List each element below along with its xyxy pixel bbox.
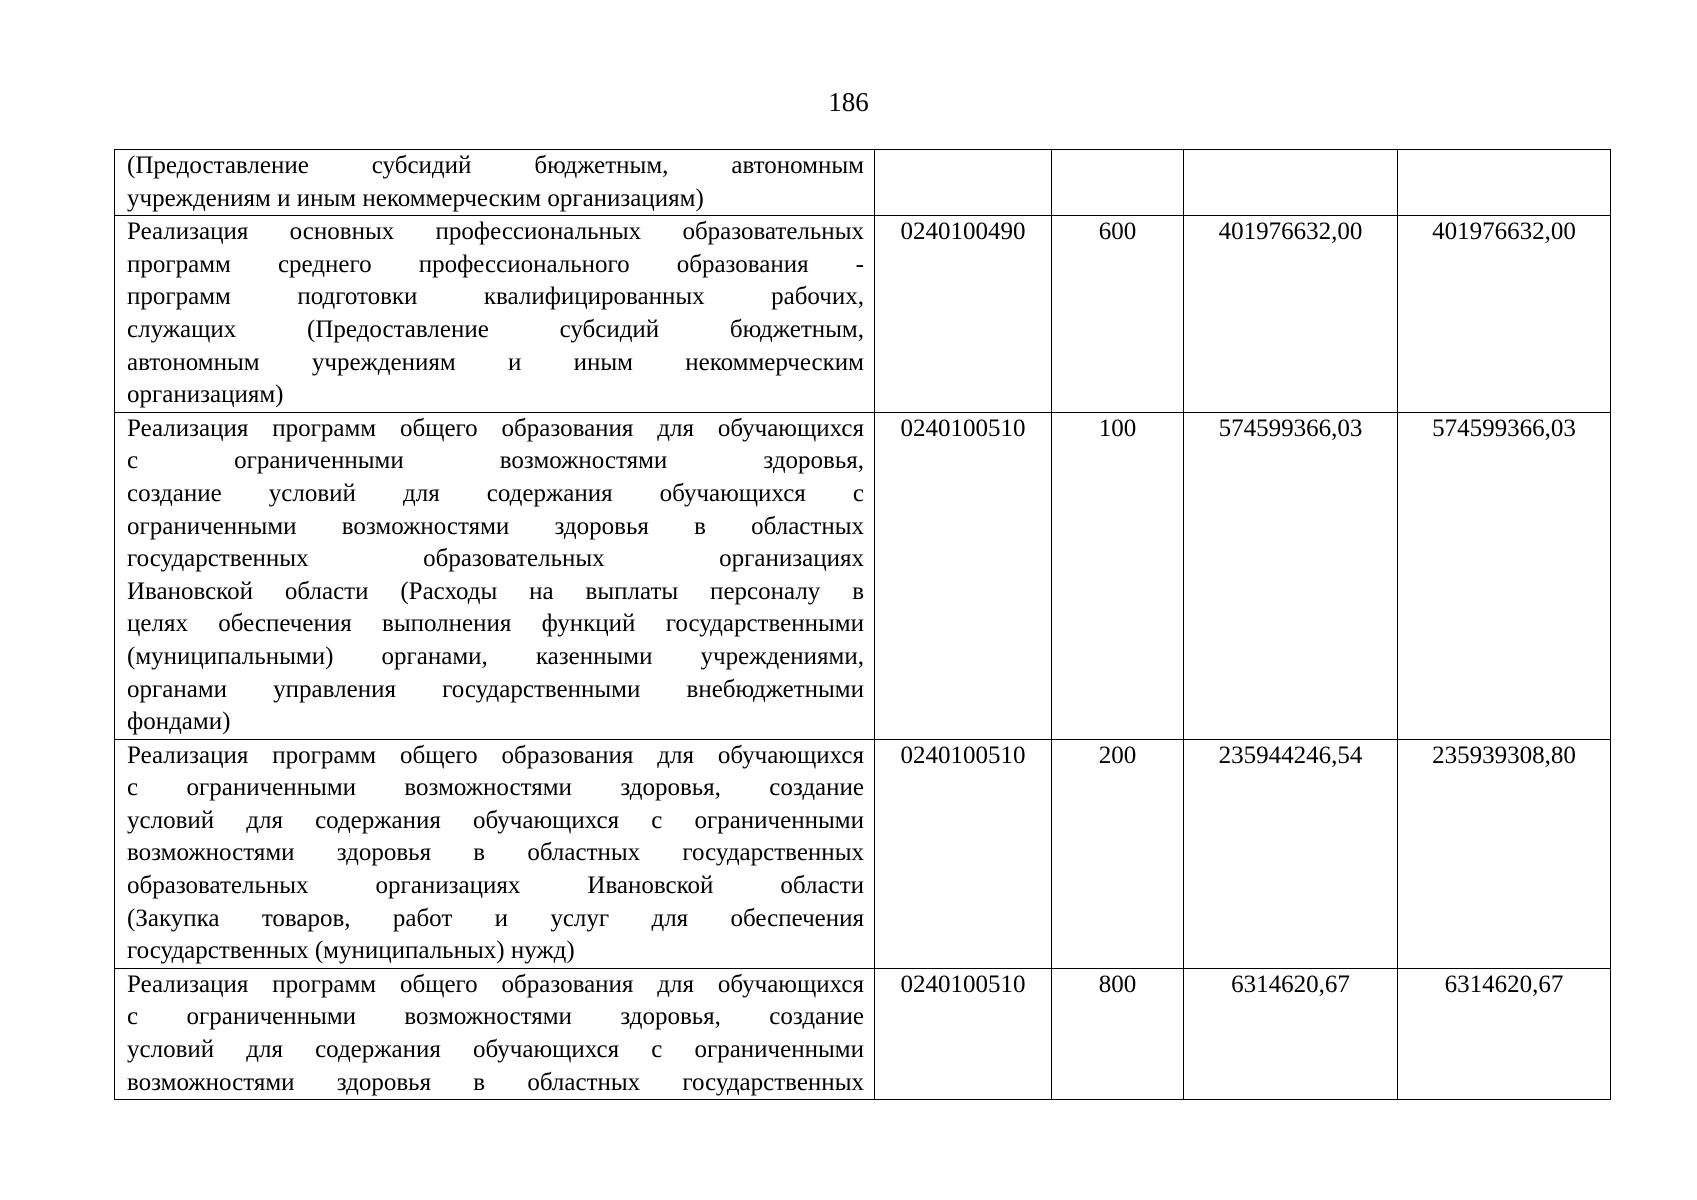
expense-name-line: (Закупка товаров, работ и услуг для обеспечения <box>127 904 864 932</box>
table-row <box>115 739 1611 968</box>
target-article-code-cell: 0240100510 <box>875 739 1052 968</box>
expense-name-line: условий для содержания обучающихся с ограниченными <box>127 806 864 834</box>
expense-name-line: программ среднего профессионального образования - <box>127 250 864 278</box>
page-number: 186 <box>828 87 869 117</box>
table-row <box>115 216 1611 413</box>
expense-name-line: Реализация основных профессиональных образовательных <box>127 218 864 246</box>
expense-name-line: организациям) <box>127 381 284 409</box>
expense-name-line: Ивановской области (Расходы на выплаты персоналу в <box>127 577 864 605</box>
expense-name-cell <box>115 739 875 968</box>
expense-type-cell: 600 <box>1052 216 1184 413</box>
expense-name-cell <box>115 968 875 1099</box>
expense-name-line: с ограниченными возможностями здоровья, создание <box>127 1003 864 1031</box>
expense-name-line: фондами) <box>127 708 231 736</box>
amount-cell: 235944246,54 <box>1184 739 1398 968</box>
expense-name-line: программ подготовки квалифицированных рабочих, <box>127 283 864 311</box>
expense-type-cell: 800 <box>1052 968 1184 1099</box>
expense-name-cell <box>115 150 875 216</box>
expense-name-line: возможностями здоровья в областных государственных <box>127 1068 864 1096</box>
amount-cell: 401976632,00 <box>1184 216 1398 413</box>
expense-name-line: государственных образовательных организациях <box>127 545 864 573</box>
amount-cell: 574599366,03 <box>1184 412 1398 739</box>
expense-type-cell: 100 <box>1052 412 1184 739</box>
expense-name-cell <box>115 216 875 413</box>
expense-name-line: учреждениям и иным некоммерческим организациям) <box>127 184 704 212</box>
amount-cell: 6314620,67 <box>1398 968 1611 1099</box>
expense-name-line: создание условий для содержания обучающихся с <box>127 479 864 507</box>
expense-name-line: служащих (Предоставление субсидий бюджетным, <box>127 315 864 343</box>
expense-name-line: ограниченными возможностями здоровья в областных <box>127 512 864 540</box>
amount-cell: 235939308,80 <box>1398 739 1611 968</box>
expense-name-line: условий для содержания обучающихся с ограниченными <box>127 1036 864 1064</box>
expense-name-line: (Предоставление субсидий бюджетным, автономным <box>127 152 864 179</box>
expense-name-line: государственных (муниципальных) нужд) <box>127 937 575 965</box>
expense-name-line: Реализация программ общего образования для обучающихся <box>127 741 864 769</box>
budget-table-body <box>115 150 1611 1100</box>
expense-name-line: с ограниченными возможностями здоровья, <box>127 447 864 475</box>
expense-name-line: образовательных организациях Ивановской области <box>127 872 864 900</box>
expense-type-cell: 200 <box>1052 739 1184 968</box>
expense-type-cell <box>1052 150 1184 216</box>
target-article-code-cell <box>875 150 1052 216</box>
expense-name-line: Реализация программ общего образования для обучающихся <box>127 414 864 442</box>
amount-cell <box>1184 150 1398 216</box>
budget-table <box>114 149 1611 1100</box>
amount-cell: 574599366,03 <box>1398 412 1611 739</box>
expense-name-line: автономным учреждениям и иным некоммерческим <box>127 348 864 376</box>
amount-cell: 401976632,00 <box>1398 216 1611 413</box>
expense-name-line: (муниципальными) органами, казенными учреждениями, <box>127 642 864 670</box>
target-article-code-cell: 0240100510 <box>875 968 1052 1099</box>
expense-name-line: с ограниченными возможностями здоровья, создание <box>127 774 864 802</box>
target-article-code-cell: 0240100510 <box>875 412 1052 739</box>
table-row <box>115 968 1611 1099</box>
expense-name-line: возможностями здоровья в областных государственных <box>127 839 864 867</box>
table-row <box>115 150 1611 216</box>
amount-cell: 6314620,67 <box>1184 968 1398 1099</box>
target-article-code-cell: 0240100490 <box>875 216 1052 413</box>
expense-name-line: Реализация программ общего образования для обучающихся <box>127 970 864 998</box>
expense-name-cell <box>115 412 875 739</box>
expense-name-line: целях обеспечения выполнения функций государственными <box>127 610 864 638</box>
table-row <box>115 412 1611 739</box>
expense-name-line: органами управления государственными внебюджетными <box>127 675 864 703</box>
amount-cell <box>1398 150 1611 216</box>
